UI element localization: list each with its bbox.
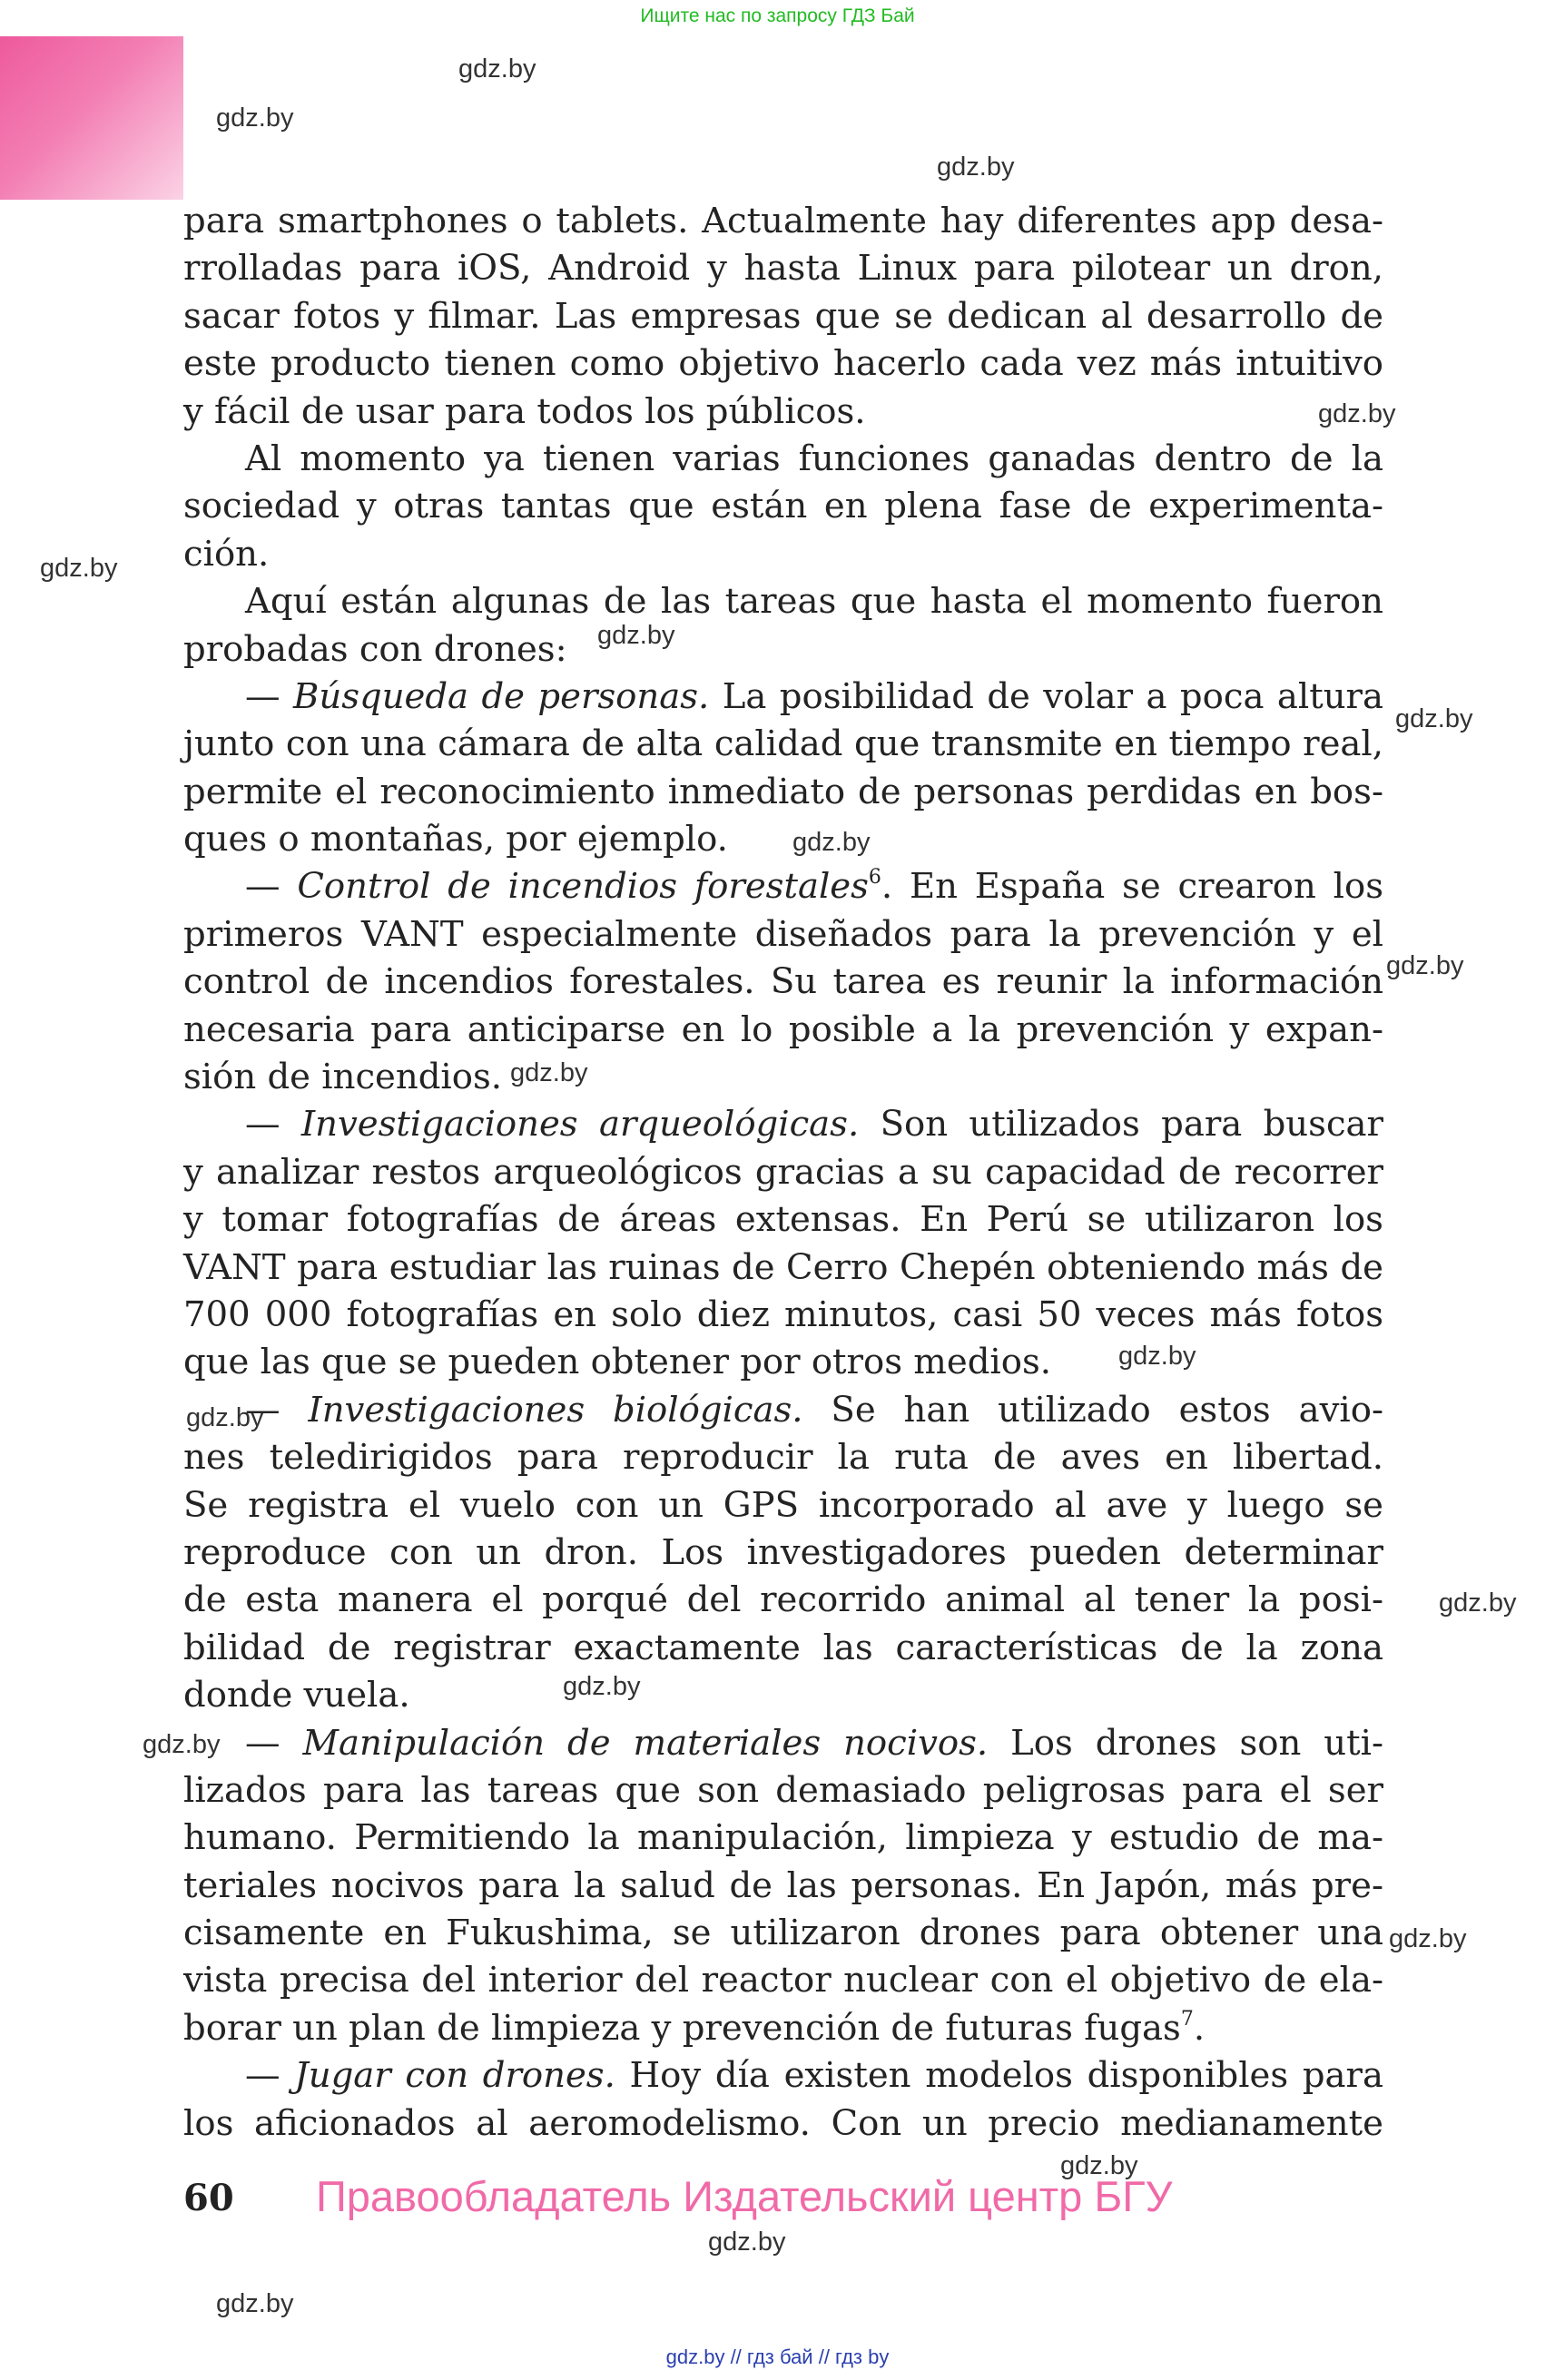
text-line: — Manipulación de materiales nocivos. Los drones son uti-	[245, 1722, 1383, 1764]
text-line: primeros VANT especialmente diseñados para la prevención y el	[183, 913, 1383, 955]
watermark: gdz.by	[1118, 1342, 1196, 1371]
watermark: gdz.by	[216, 2289, 294, 2318]
watermark: gdz.by	[216, 103, 294, 133]
text-line: — Búsqueda de personas. La posibilidad de volar a poca altura	[245, 675, 1383, 717]
item-heading: Jugar con drones.	[294, 2055, 615, 2097]
watermark: gdz.by	[792, 828, 871, 857]
footnote-ref: 7	[1180, 2007, 1194, 2031]
text-line: de esta manera el porqué del recorrido animal al tener la posi-	[183, 1579, 1383, 1621]
item-heading: Investigaciones biológicas.	[308, 1389, 803, 1431]
text-line: que las que se pueden obtener por otros medios.	[183, 1342, 1052, 1383]
text-line: — Investigaciones biológicas. Se han utilizado estos avio-	[245, 1389, 1383, 1431]
text-line: junto con una cámara de alta calidad que transmite en tiempo real,	[183, 723, 1383, 765]
text-line: y fácil de usar para todos los públicos.	[183, 390, 866, 432]
text-line: humano. Permitiendo la manipulación, limpieza y estudio de ma-	[183, 1817, 1383, 1859]
watermark: gdz.by	[1395, 704, 1473, 733]
watermark: gdz.by	[1439, 1588, 1517, 1618]
watermark: gdz.by	[1386, 951, 1464, 980]
page-number: 60	[183, 2177, 234, 2219]
text-line: teriales nocivos para la salud de las personas. En Japón, más pre-	[183, 1864, 1383, 1906]
watermark: gdz.by	[563, 1672, 641, 1701]
text-line: sacar fotos y filmar. Las empresas que se dedican al desarrollo de	[183, 295, 1383, 337]
text-line: — Investigaciones arqueológicas. Son utilizados para buscar	[245, 1104, 1384, 1146]
text-line: reproduce con un dron. Los investigadores pueden determinar	[183, 1531, 1383, 1573]
text-line: cisamente en Fukushima, se utilizaron drones para obtener una	[183, 1913, 1383, 1954]
watermark: gdz.by	[458, 54, 536, 84]
text-line: necesaria para anticiparse en lo posible a la prevención y expan-	[183, 1008, 1383, 1050]
watermark: gdz.by	[1318, 399, 1396, 428]
text-line: donde vuela.	[183, 1675, 410, 1716]
watermark: gdz.by	[937, 152, 1015, 182]
watermark: gdz.by	[143, 1730, 221, 1759]
text-line: Se registra el vuelo con un GPS incorporado al ave y luego se	[183, 1484, 1383, 1526]
text-line: lizados para las tareas que son demasiado peligrosas para el ser	[183, 1769, 1383, 1811]
text-line: rrolladas para iOS, Android y hasta Linux para pilotear un dron,	[183, 248, 1383, 290]
text-line: y tomar fotografías de áreas extensas. En Perú se utilizaron los	[183, 1199, 1383, 1241]
watermark: gdz.by	[1389, 1924, 1467, 1953]
text-line: sión de incendios.	[183, 1057, 503, 1098]
text-line: probadas con drones:	[183, 628, 567, 670]
text-line: — Control de incendios forestales$^6$. En España se crearon los	[245, 866, 1384, 908]
bottom-site-links[interactable]: gdz.by // гдз бай // гдз by	[665, 2346, 890, 2368]
search-hint-banner[interactable]: Ищите нас по запросу ГДЗ Бай	[640, 5, 915, 26]
text-line: vista precisa del interior del reactor nuclear con el objetivo de ela-	[183, 1960, 1383, 2001]
rights-holder-footer: Правообладатель Издательский центр БГУ	[316, 2172, 1173, 2220]
text-line: control de incendios forestales. Su tarea es reunir la información	[183, 961, 1383, 1003]
watermark: gdz.by	[186, 1403, 264, 1432]
watermark: gdz.by	[708, 2228, 786, 2257]
text-line: y analizar restos arqueológicos gracias a su capacidad de recorrer	[183, 1151, 1383, 1193]
text-line: nes teledirigidos para reproducir la ruta de aves en libertad.	[183, 1437, 1383, 1479]
item-heading: Manipulación de materiales nocivos.	[302, 1722, 989, 1764]
watermark: gdz.by	[597, 621, 675, 650]
text-line: Aquí están algunas de las tareas que hasta el momento fueron	[245, 581, 1383, 623]
item-heading: Búsqueda de personas.	[293, 675, 710, 717]
text-line: este producto tienen como objetivo hacerlo cada vez más intuitivo	[183, 343, 1383, 385]
text-line: Al momento ya tienen varias funciones ganadas dentro de la	[245, 438, 1383, 479]
text-line: para smartphones o tablets. Actualmente hay diferentes app desa-	[183, 201, 1383, 241]
text-line: sociedad y otras tantas que están en plena fase de experimenta-	[183, 486, 1383, 527]
body-text	[183, 198, 1383, 2148]
text-line: los aficionados al aeromodelismo. Con un precio medianamente	[183, 2102, 1383, 2144]
watermark: gdz.by	[510, 1058, 588, 1087]
text-line: borar un plan de limpieza y prevención de futuras fugas$^7$.	[183, 2007, 1206, 2049]
text-line: permite el reconocimiento inmediato de personas perdidas en bos-	[183, 771, 1383, 812]
text-line: VANT para estudiar las ruinas de Cerro Chepén obteniendo más de	[183, 1246, 1383, 1288]
watermark: gdz.by	[1060, 2151, 1138, 2180]
text-line: ción.	[183, 533, 270, 575]
watermark: gdz.by	[40, 554, 118, 583]
text-line: bilidad de registrar exactamente las características de la zona	[183, 1627, 1383, 1668]
text-line: — Jugar con drones. Hoy día existen modelos disponibles para	[245, 2055, 1383, 2097]
footnote-ref: 6	[868, 866, 881, 890]
item-heading: Control de incendios forestales	[297, 866, 869, 908]
text-line: 700 000 fotografías en solo diez minutos, casi 50 veces más fotos	[183, 1293, 1383, 1335]
text-line: ques o montañas, por ejemplo.	[183, 819, 728, 861]
chapter-color-tab	[0, 36, 183, 200]
item-heading: Investigaciones arqueológicas.	[300, 1104, 860, 1146]
